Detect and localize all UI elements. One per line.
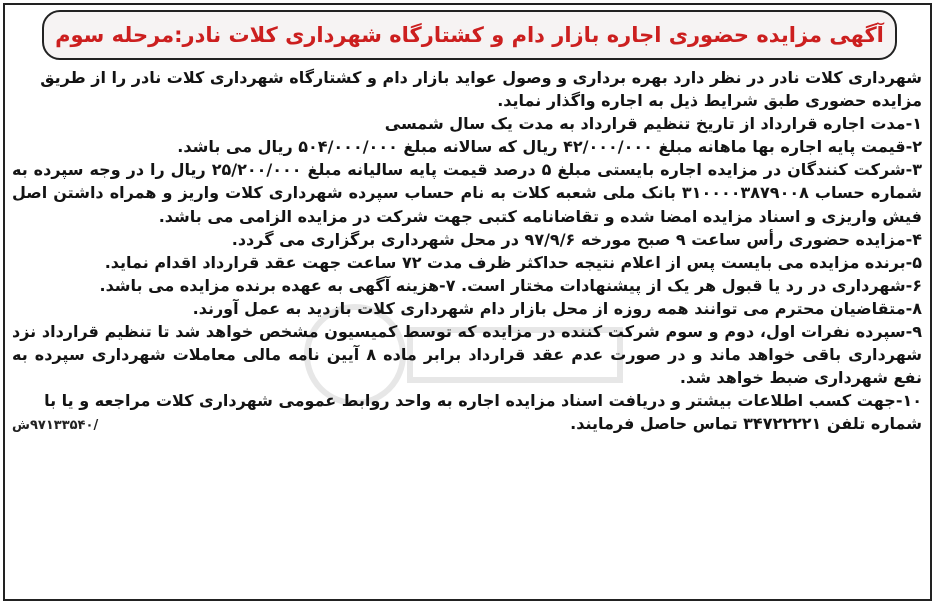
- intro-line-1: شهرداری کلات نادر در نظر دارد بهره برداری و وصول عواید بازار دام و کشتارگاه شهرداری کلات نادر را از طریق: [40, 68, 922, 87]
- reference-code: /۹۷۱۳۳۵۴۰ش: [12, 418, 99, 434]
- condition-item-4: ۴-مزایده حضوری رأس ساعت ۹ صبح مورخه ۹۷/۹/۶ در محل شهرداری برگزاری می گردد.: [231, 229, 922, 249]
- title-banner: [42, 10, 897, 60]
- condition-item-6-7: ۶-شهرداری در رد یا قبول هر یک از پیشنهادات مختار است. ۷-هزینه آگهی به عهده برنده مزایده می باشد.: [99, 275, 922, 295]
- contact-phone-line: شماره تلفن ۳۴۷۲۲۲۲۱ تماس حاصل فرمایند.: [570, 414, 922, 434]
- condition-item-3: ۳-شرکت کنندگان در مزایده اجاره بایستی مبلغ ۵ درصد قیمت پایه سالیانه مبلغ ۲۵/۲۰۰/۰۰۰ ریال را در وجه سپرده به شماره حساب ۳۱۰۰۰۰۳۸۷۹۰۰۸ بانک ملی شعبه کلات به نام حساب سپرده شهرداری کلات واریز و همراه داشتن اصل فیش واریزی و اسناد مزایده امضا شده و تقاضانامه کتبی جهت شرکت در مزایده الزامی می باشد.: [12, 160, 923, 226]
- condition-item-10: ۱۰-جهت کسب اطلاعات بیشتر و دریافت اسناد مزایده اجاره به واحد روابط عمومی شهرداری کلات مراجعه و یا با: [44, 391, 922, 411]
- condition-item-9: ۹-سپرده نفرات اول، دوم و سوم شرکت کننده در مزایده که توسط کمیسیون مشخص خواهد شد تا تنظیم قرارداد نزد شهرداری باقی خواهد ماند و در صورت عدم عقد قرارداد برابر ماده ۸ آیین نامه مالی معاملات شهرداری سپرده به نفع شهرداری ضبط خواهد شد.: [12, 322, 922, 388]
- footer-line: [12, 412, 922, 437]
- condition-item-8: ۸-متقاضیان محترم می توانند همه روزه از محل بازار دام شهرداری کلات بازدید به عمل آورند.: [192, 298, 922, 318]
- condition-item-5: ۵-برنده مزایده می بایست پس از اعلام نتیجه حداکثر ظرف مدت ۷۲ ساعت جهت عقد قرارداد اقدام نماید.: [104, 252, 922, 272]
- condition-item-1: ۱-مدت اجاره قرارداد از تاریخ تنظیم قرارداد به مدت یک سال شمسی: [384, 114, 922, 134]
- notice-title: آگهی مزایده حضوری اجاره بازار دام و کشتارگاه شهرداری کلات نادر:مرحله سوم: [55, 23, 884, 47]
- condition-item-2: ۲-قیمت پایه اجاره بها ماهانه مبلغ ۴۲/۰۰۰/۰۰۰ ریال که سالانه مبلغ ۵۰۴/۰۰۰/۰۰۰ ریال می باشد.: [177, 137, 922, 157]
- intro-line-2: مزایده حضوری طبق شرایط ذیل به اجاره واگذار نماید.: [497, 91, 922, 111]
- notice-body: [12, 66, 922, 438]
